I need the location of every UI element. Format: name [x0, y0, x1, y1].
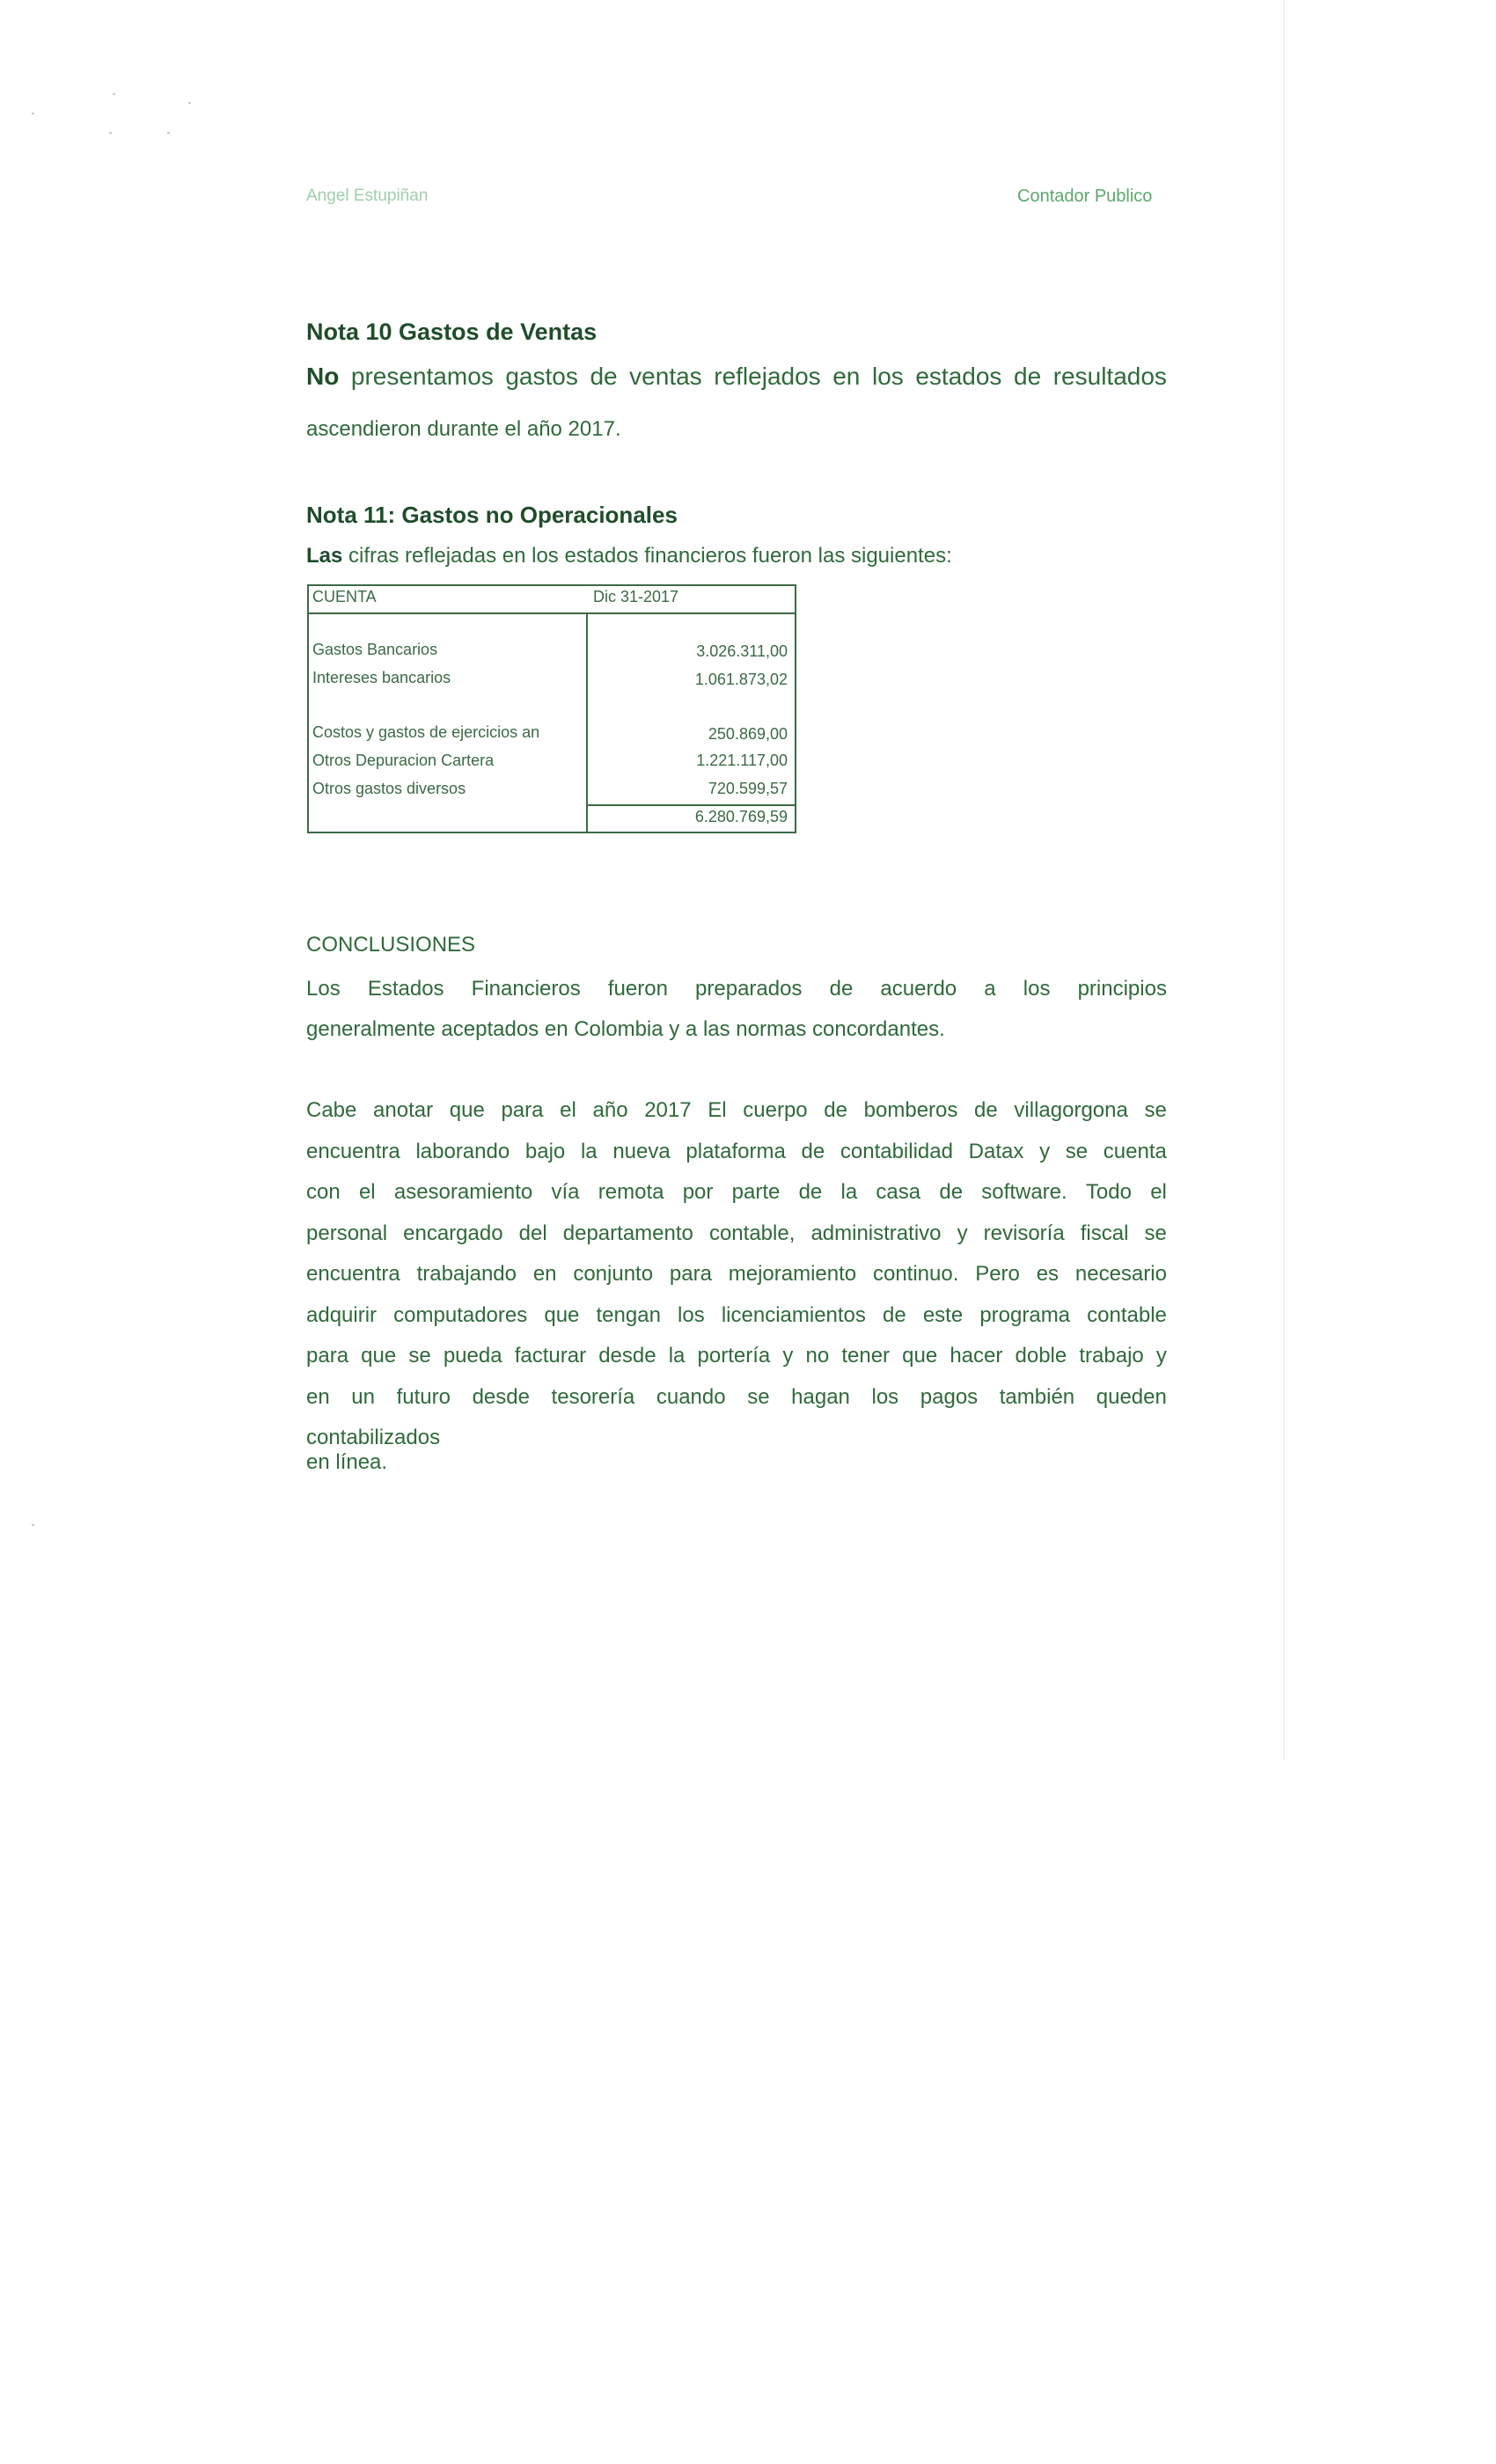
word: Financieros: [471, 977, 581, 1001]
word: pagos: [920, 1384, 979, 1409]
word: cuerpo: [743, 1098, 808, 1122]
table-row-label: Costos y gastos de ejercicios an: [312, 723, 540, 741]
word: en: [532, 1262, 557, 1286]
word: Estados: [367, 977, 444, 1001]
word: resultados: [1052, 363, 1167, 390]
word: los: [871, 363, 904, 390]
word: necesario: [1074, 1262, 1167, 1286]
word: tengan: [596, 1302, 661, 1327]
word: laborando: [415, 1139, 510, 1163]
word: encargado: [403, 1221, 503, 1245]
scan-speck: [167, 132, 170, 134]
word: de: [883, 1302, 906, 1327]
word: el: [560, 1098, 576, 1122]
word: fueron: [607, 977, 668, 1001]
word: trabajando: [416, 1262, 517, 1286]
word: No: [306, 363, 340, 390]
table-total: 6.280.769,59: [694, 808, 788, 825]
word: El: [708, 1098, 727, 1122]
word: hagan: [791, 1384, 850, 1409]
conclusiones-p1-line1: [306, 977, 1167, 1001]
word: vía: [551, 1180, 580, 1204]
paragraph-line: [306, 1180, 1167, 1205]
table-row-label: Otros Depuracion Cartera: [312, 752, 495, 769]
word: en: [832, 363, 861, 390]
paragraph-line: [306, 1140, 1167, 1164]
table-row-value: 720.599,57: [708, 780, 788, 797]
word: ventas: [629, 363, 702, 390]
nota11-intro: [306, 544, 952, 568]
word: de: [590, 363, 618, 390]
word: los: [678, 1302, 705, 1327]
conclusiones-title: CONCLUSIONES: [306, 933, 476, 957]
word: queden: [1096, 1384, 1167, 1409]
paragraph-line: [306, 1385, 1167, 1410]
word: estados: [915, 363, 1002, 390]
table-row-label: Otros gastos diversos: [312, 780, 466, 797]
word: no: [805, 1344, 830, 1368]
nota10-title: Nota 10 Gastos de Ventas: [306, 319, 598, 345]
word: de: [798, 1180, 823, 1204]
word: este: [922, 1302, 964, 1327]
word: bomberos: [863, 1098, 958, 1122]
paragraph-line: [306, 1098, 1167, 1123]
table-row-value: 250.869,00: [708, 725, 788, 743]
word: 2017: [644, 1098, 692, 1122]
scan-speck: [32, 1524, 34, 1526]
word: portería: [697, 1344, 771, 1368]
word: bajo: [524, 1139, 566, 1163]
word: computadores: [393, 1302, 528, 1327]
word: la: [840, 1180, 858, 1204]
word: encuentra: [306, 1139, 400, 1163]
word: administrativo: [810, 1221, 942, 1245]
nota11-title: Nota 11: Gastos no Operacionales: [306, 502, 678, 528]
word: de: [939, 1180, 964, 1204]
paragraph-line: [306, 1344, 1167, 1368]
conclusiones-p1-line2: generalmente aceptados en Colombia y a las normas concordantes.: [306, 1017, 945, 1041]
intro-rest: cifras reflejadas en los estados financieros fueron las siguientes:: [342, 544, 952, 568]
word: doble: [1015, 1344, 1067, 1368]
col-date-header: Dic 31-2017: [593, 588, 679, 605]
word: Pero: [975, 1262, 1020, 1286]
word: pueda: [443, 1344, 502, 1368]
word: programa: [979, 1302, 1071, 1327]
word: contable,: [708, 1221, 796, 1245]
word: la: [580, 1139, 598, 1163]
word: acuerdo: [880, 977, 957, 1001]
word: la: [668, 1344, 686, 1368]
word: año: [592, 1098, 628, 1122]
word: futuro: [396, 1384, 451, 1409]
word: encuentra: [306, 1262, 400, 1286]
word: departamento: [562, 1221, 693, 1245]
word: preparados: [695, 977, 803, 1001]
total-divider: [586, 804, 795, 806]
word: trabajo: [1079, 1344, 1144, 1368]
col-account-header: CUENTA: [312, 588, 377, 605]
word: tener: [841, 1344, 891, 1368]
gastos-table: [307, 584, 796, 833]
paragraph-line: [306, 1303, 1167, 1328]
scan-speck: [188, 102, 191, 104]
header-author: Angel Estupiñan: [306, 187, 429, 205]
word: facturar: [514, 1344, 587, 1368]
word: revisoría: [983, 1221, 1065, 1245]
paragraph-line: [306, 1262, 1167, 1287]
word: fiscal: [1080, 1221, 1129, 1245]
word: contabilidad: [840, 1139, 953, 1163]
word: se: [747, 1384, 770, 1409]
word: que: [902, 1344, 938, 1368]
word: con: [306, 1180, 341, 1204]
word: parte: [731, 1180, 781, 1204]
word: casa: [876, 1180, 921, 1204]
word: adquirir: [306, 1302, 378, 1327]
word: anotar: [373, 1098, 434, 1122]
word: de: [1014, 363, 1042, 390]
word: conjunto: [573, 1262, 654, 1286]
word: en: [306, 1384, 330, 1409]
word: y: [957, 1221, 968, 1245]
word: es: [1036, 1262, 1060, 1286]
word: y: [1039, 1139, 1051, 1163]
word: licenciamientos: [721, 1302, 866, 1327]
table-row-value: 1.061.873,02: [694, 671, 788, 688]
word: para: [669, 1262, 712, 1286]
word: presentamos: [350, 363, 494, 390]
word: remota: [598, 1180, 664, 1204]
word: software.: [981, 1180, 1067, 1204]
word: para: [501, 1098, 544, 1122]
paragraph-line: [306, 1221, 1167, 1246]
word: Todo: [1085, 1180, 1132, 1204]
word: los: [1023, 977, 1051, 1001]
word: que: [361, 1344, 397, 1368]
word: un: [351, 1384, 375, 1409]
word: Los: [306, 977, 341, 1001]
word: hacer: [950, 1344, 1003, 1368]
word: y: [782, 1344, 794, 1368]
nota10-line1: [306, 363, 1167, 391]
word: a: [984, 977, 996, 1001]
scan-edge-shadow: [1283, 0, 1285, 1760]
word: asesoramiento: [393, 1180, 533, 1204]
word: villagorgona: [1014, 1098, 1128, 1122]
word: del: [518, 1221, 547, 1245]
word: gastos: [505, 363, 578, 390]
word: desde: [598, 1344, 656, 1368]
word: nueva: [612, 1139, 671, 1163]
table-row-label: Gastos Bancarios: [312, 641, 438, 658]
word: principios: [1077, 977, 1167, 1001]
word: se: [408, 1344, 431, 1368]
word: desde: [472, 1384, 530, 1409]
word: reflejados: [714, 363, 821, 390]
table-row-value: 3.026.311,00: [696, 642, 788, 660]
word: de: [824, 1098, 847, 1122]
word: cuando: [656, 1384, 726, 1409]
word: Datax: [968, 1139, 1024, 1163]
word: que: [449, 1098, 485, 1122]
table-header: [309, 586, 795, 614]
word: y: [1155, 1344, 1167, 1368]
word: de: [801, 1139, 825, 1163]
header-role: Contador Publico: [1017, 187, 1153, 206]
word: de: [974, 1098, 998, 1122]
scan-speck: [109, 132, 112, 134]
table-row-value: 1.221.117,00: [696, 752, 788, 769]
word: por: [682, 1180, 714, 1204]
word: contable: [1087, 1302, 1167, 1327]
paragraph-last-line: contabilizados en línea.: [306, 1426, 441, 1474]
word: que: [544, 1302, 580, 1327]
word: también: [999, 1384, 1075, 1409]
word: de: [829, 977, 854, 1001]
word: personal: [306, 1221, 388, 1245]
word: se: [1144, 1098, 1167, 1122]
table-row-label: Intereses bancarios: [312, 669, 451, 686]
word: el: [358, 1180, 376, 1204]
nota10-line2: ascendieron durante el año 2017.: [306, 417, 621, 441]
scan-speck: [113, 93, 115, 95]
word: cuenta: [1103, 1139, 1167, 1163]
word: tesorería: [551, 1384, 635, 1409]
word: los: [871, 1384, 899, 1409]
word: Cabe: [306, 1098, 357, 1122]
word: para: [306, 1344, 349, 1368]
intro-bold: Las: [306, 544, 343, 568]
word: se: [1144, 1221, 1167, 1245]
word: continuo.: [872, 1262, 959, 1286]
word: el: [1150, 1180, 1167, 1204]
word: mejoramiento: [728, 1262, 857, 1286]
word: se: [1065, 1139, 1089, 1163]
word: plataforma: [686, 1139, 786, 1163]
scan-speck: [32, 113, 34, 114]
